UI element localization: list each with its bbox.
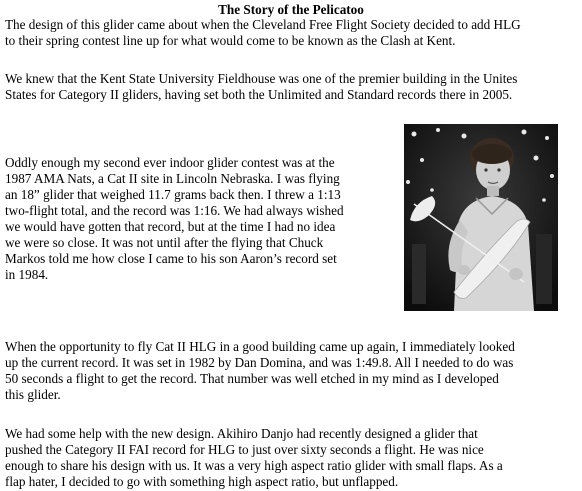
- paragraph-3: Oddly enough my second ever indoor glider contest was at the 1987 AMA Nats, a Cat II site in Lincoln Nebraska. I was flying an 18” glider that weighed 11.7 grams back then. I threw a 1:13 two-flight total, and the record was 1:16. We had always wished we would have gotten that record, but at the time I had no idea we were so close. It was not until after the flying that Chuck Markos told me how close I came to his son Aaron’s record set in 1984.: [5, 155, 344, 282]
- paragraph-5: We had some help with the new design. Akihiro Danjo had recently designed a glider that pushed the Category II FAI record for HLG to just over sixty seconds a flight. He was nice enough to share his design with us. It was a very high aspect ratio glider with small flaps. As a flap hater, I decided to go with something high aspect ratio, but unflapped.: [5, 426, 503, 489]
- paragraph-4: When the opportunity to fly Cat II HLG in a good building came up again, I immediately looked up the current record. It was set in 1982 by Dan Domina, and was 1:49.8. All I needed to do was 50 seconds a flight to get the record. That number was well etched in my mind as I developed this glider.: [5, 339, 515, 402]
- document-title: The Story of the Pelicatoo: [218, 2, 364, 17]
- glider-photo: [404, 124, 558, 311]
- paragraph-1: The design of this glider came about when the Cleveland Free Flight Society decided to add HLG to their spring contest line up for what would come to be known as the Clash at Kent.: [5, 17, 521, 48]
- paragraph-2: We knew that the Kent State University Fieldhouse was one of the premier building in the Unites States for Category II gliders, having set both the Unlimited and Standard records there in 2005.: [5, 71, 518, 102]
